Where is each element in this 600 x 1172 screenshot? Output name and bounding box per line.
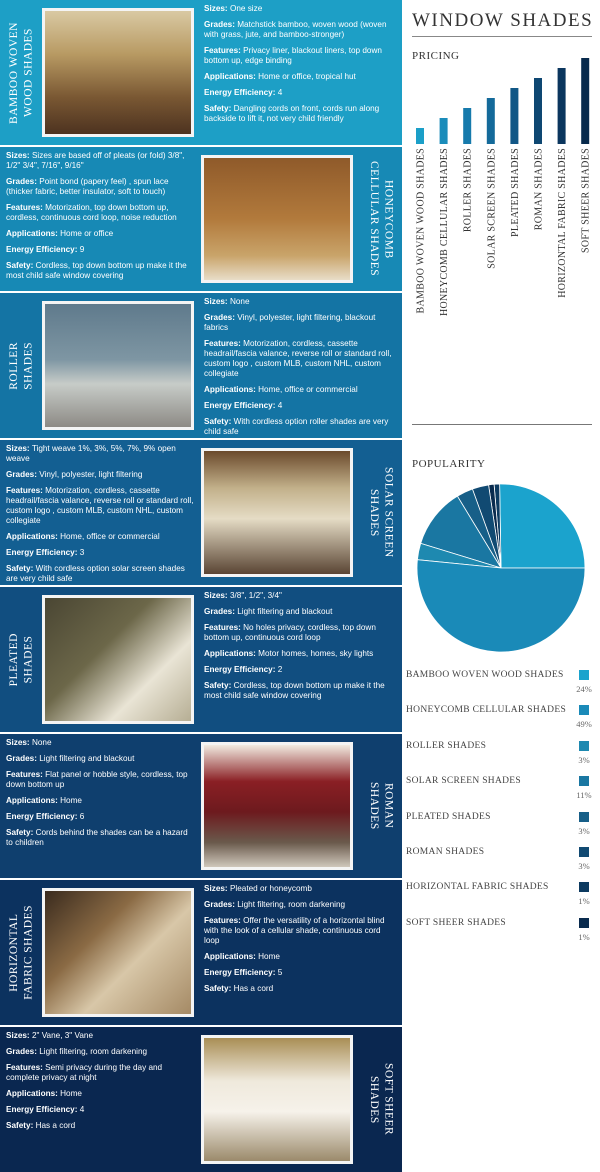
spec-value: None (31, 738, 52, 747)
spec-grades (204, 607, 396, 617)
pricing-chart-title: PRICING (412, 50, 460, 62)
spec-value: Home (60, 796, 82, 805)
honeycomb-room-photo (201, 155, 353, 283)
spec-sizes (6, 444, 196, 464)
spec-label: Energy Efficiency: (204, 665, 276, 674)
spec-energy (204, 968, 396, 978)
section-title-text: HORIZONTAL FABRIC SHADES (7, 905, 34, 1000)
room-photo-image (204, 1038, 350, 1161)
legend-item (402, 735, 600, 765)
section-vertical-title (360, 440, 402, 585)
spec-features (6, 1063, 196, 1083)
spec-label: Grades: (204, 20, 235, 29)
legend-swatch (579, 705, 589, 715)
spec-energy (6, 245, 196, 255)
section-title-text: BAMBOO WOVEN WOOD SHADES (7, 21, 34, 124)
spec-label: Energy Efficiency: (204, 968, 276, 977)
legend-swatch (579, 812, 589, 822)
spec-label: Features: (204, 623, 241, 632)
spec-value: Cordless, top down bottom up make it the most child safe window covering (6, 261, 187, 280)
spec-sizes (204, 591, 396, 601)
spec-value: Motorization, cordless, cassette headrail/fascia valance, reverse roll or standard roll, custom logo , custom MLB, custom NHL, custom collegiate (6, 486, 194, 525)
legend-swatch (579, 776, 589, 786)
legend-percent: 24% (576, 684, 592, 694)
spec-value: Dangling cords on front, cords run along backside to lift it, not very child friendly (204, 104, 380, 123)
spec-value: Motorization, cordless, cassette headrail/fascia valance, reverse roll or standard roll, custom logo , custom MLB, custom NHL, custom collegiate (204, 339, 392, 378)
spec-value: Offer the versatility of a horizontal blind with the look of a cellular shade, continuous cord loop (204, 916, 385, 945)
legend-item (402, 664, 600, 694)
room-photo-image (204, 158, 350, 280)
spec-safety (204, 417, 396, 437)
spec-features (6, 203, 196, 223)
legend-swatch (579, 670, 589, 680)
section-title-text: ROLLER SHADES (7, 341, 34, 390)
section-vertical-title (0, 293, 42, 438)
spec-value: Semi privacy during the day and complete privacy at night (6, 1063, 163, 1082)
pricing-tick-label: ROLLER SHADES (462, 148, 474, 233)
spec-value: Home, office or commercial (60, 532, 160, 541)
spec-value: 3/8", 1/2", 3/4" (229, 591, 282, 600)
pricing-tick-label: HONEYCOMB CELLULAR SHADES (439, 148, 451, 317)
legend-percent: 11% (576, 790, 592, 801)
spec-grades (6, 470, 196, 480)
section-title-text: SOLAR SCREEN SHADES (368, 467, 395, 558)
spec-label: Safety: (6, 828, 34, 837)
spec-value: Home or office (60, 229, 114, 238)
legend-item (402, 876, 600, 906)
spec-label: Grades: (6, 177, 37, 186)
spec-label: Energy Efficiency: (6, 812, 78, 821)
section-title-text: HONEYCOMB CELLULAR SHADES (368, 161, 395, 277)
spec-label: Applications: (204, 72, 256, 81)
spec-label: Sizes: (6, 444, 30, 453)
section-specs (6, 1031, 196, 1137)
spec-value: Sizes are based off of pleats (or fold) 3/8", 1/2" 3/4", 7/16", 9/16" (6, 151, 185, 170)
spec-label: Applications: (204, 649, 256, 658)
spec-safety (204, 984, 396, 994)
spec-value: Tight weave 1%, 3%, 5%, 7%, 9% open weave (6, 444, 176, 463)
legend-percent: 3% (578, 825, 590, 836)
spec-label: Energy Efficiency: (6, 245, 78, 254)
spec-applications (6, 1089, 196, 1099)
shade-section (0, 293, 402, 438)
spec-grades (6, 1047, 196, 1057)
section-vertical-title (360, 147, 402, 291)
section-specs (204, 4, 396, 130)
pricing-tick-label: PLEATED SHADES (509, 148, 521, 237)
spec-label: Features: (6, 770, 43, 779)
room-photo-image (45, 304, 191, 427)
spec-label: Features: (204, 339, 241, 348)
spec-applications (204, 952, 396, 962)
chart-divider (412, 424, 592, 425)
spec-value: Flat panel or hobble style, cordless, top down bottom up (6, 770, 188, 789)
room-photo-image (45, 11, 191, 134)
spec-label: Energy Efficiency: (6, 1105, 78, 1114)
room-photo-image (45, 598, 191, 721)
spec-label: Safety: (204, 104, 232, 113)
spec-label: Energy Efficiency: (204, 88, 276, 97)
room-photo-image (204, 451, 350, 574)
spec-applications (204, 385, 396, 395)
section-vertical-title (0, 880, 42, 1025)
horizontal-room-photo (42, 888, 194, 1017)
room-photo-image (45, 891, 191, 1014)
spec-label: Sizes: (204, 884, 228, 893)
legend-label: ROMAN SHADES (406, 847, 485, 857)
spec-value: 2" Vane, 3" Vane (31, 1031, 93, 1040)
spec-label: Sizes: (204, 591, 228, 600)
spec-applications (6, 229, 196, 239)
pricing-bar (487, 98, 495, 144)
section-title-text: SOFT SHEER SHADES (368, 1063, 395, 1136)
spec-label: Features: (6, 1063, 43, 1072)
spec-grades (6, 177, 196, 197)
spec-label: Safety: (204, 417, 232, 426)
spec-label: Sizes: (6, 738, 30, 747)
spec-label: Energy Efficiency: (204, 401, 276, 410)
pie-slice (500, 484, 585, 568)
pricing-bar (463, 108, 471, 144)
shade-section (0, 880, 402, 1025)
section-specs (6, 444, 196, 585)
spec-safety (6, 261, 196, 281)
spec-value: 4 (277, 88, 283, 97)
spec-applications (204, 649, 396, 659)
solar-room-photo (201, 448, 353, 577)
spec-value: Privacy liner, blackout liners, top down bottom up, edge binding (204, 46, 382, 65)
spec-sizes (6, 1031, 196, 1041)
spec-value: 2 (277, 665, 283, 674)
section-specs (204, 297, 396, 438)
section-specs (6, 738, 196, 854)
spec-label: Grades: (204, 900, 235, 909)
legend-label: SOFT SHEER SHADES (406, 917, 506, 928)
spec-energy (204, 665, 396, 675)
spec-sizes (204, 297, 396, 307)
shade-section (0, 1027, 402, 1172)
spec-grades (204, 313, 396, 333)
spec-energy (204, 401, 396, 411)
spec-label: Safety: (6, 261, 34, 270)
spec-value: None (229, 297, 250, 306)
section-specs (6, 151, 196, 287)
spec-value: Has a cord (35, 1121, 76, 1130)
spec-value: Home or office, tropical hut (258, 72, 356, 81)
section-vertical-title (360, 734, 402, 878)
spec-label: Sizes: (6, 151, 30, 160)
spec-grades (204, 900, 396, 910)
popularity-chart-title: POPULARITY (412, 458, 486, 470)
spec-label: Features: (6, 203, 43, 212)
sheer-room-photo (201, 1035, 353, 1164)
spec-value: One size (229, 4, 263, 13)
section-specs (204, 591, 396, 707)
spec-value: Vinyl, polyester, light filtering, blackout fabrics (204, 313, 376, 332)
spec-features (204, 916, 396, 946)
spec-value: 4 (277, 401, 283, 410)
legend-label: BAMBOO WOVEN WOOD SHADES (406, 670, 564, 680)
spec-label: Grades: (6, 470, 37, 479)
spec-label: Grades: (204, 607, 235, 616)
spec-features (204, 46, 396, 66)
spec-value: Motor homes, homes, sky lights (258, 649, 374, 658)
spec-safety (204, 681, 396, 701)
spec-value: Light filtering and blackout (39, 754, 135, 763)
legend-label: ROLLER SHADES (406, 740, 487, 751)
pricing-bar (534, 78, 542, 144)
spec-value: 3 (79, 548, 85, 557)
legend-label: HORIZONTAL FABRIC SHADES (406, 882, 549, 893)
pricing-tick-label: BAMBOO WOVEN WOOD SHADES (415, 148, 427, 314)
spec-value: 5 (277, 968, 283, 977)
spec-label: Features: (204, 916, 241, 925)
pricing-bar-chart (402, 50, 600, 420)
spec-value: 6 (79, 812, 85, 821)
legend-swatch (579, 847, 589, 857)
legend-item (402, 841, 600, 871)
spec-value: Cords behind the shades can be a hazard to children (6, 828, 188, 847)
spec-label: Energy Efficiency: (6, 548, 78, 557)
spec-value: Point bond (papery feel) , spun lace (thicker fabric, better insulator, soft to touch) (6, 177, 169, 196)
spec-label: Grades: (204, 313, 235, 322)
spec-value: Light filtering, room darkening (237, 900, 346, 909)
legend-percent: 3% (578, 754, 590, 765)
spec-value: Home, office or commercial (258, 385, 358, 394)
legend-percent: 1% (578, 931, 590, 942)
spec-label: Sizes: (204, 4, 228, 13)
spec-value: Has a cord (233, 984, 274, 993)
spec-safety (6, 1121, 196, 1131)
legend-item (402, 699, 600, 729)
section-title-text: ROMAN SHADES (368, 782, 395, 830)
pricing-bar (558, 68, 566, 144)
page-title: WINDOW SHADES (412, 10, 594, 31)
roller-room-photo (42, 301, 194, 430)
spec-label: Applications: (6, 229, 58, 238)
spec-value: Home (60, 1089, 82, 1098)
spec-label: Applications: (6, 532, 58, 541)
spec-label: Safety: (6, 1121, 34, 1130)
pricing-bar (581, 58, 589, 144)
legend-item (402, 770, 600, 800)
spec-value: Home (258, 952, 280, 961)
legend-swatch (579, 882, 589, 892)
popularity-pie-chart (402, 470, 600, 660)
spec-applications (204, 72, 396, 82)
spec-safety (204, 104, 396, 124)
section-title-text: PLEATED SHADES (7, 632, 34, 687)
shade-section (0, 147, 402, 291)
room-photo-image (204, 745, 350, 867)
spec-sizes (6, 151, 196, 171)
legend-item (402, 806, 600, 836)
section-vertical-title (360, 1027, 402, 1172)
spec-applications (6, 532, 196, 542)
spec-value: Matchstick bamboo, woven wood (woven with grass, jute, and bamboo-stronger) (204, 20, 387, 39)
pricing-bar (416, 128, 424, 144)
spec-sizes (204, 4, 396, 14)
spec-value: No holes privacy, cordless, top down bottom up, continuous cord loop (204, 623, 376, 642)
spec-label: Safety: (204, 681, 232, 690)
section-vertical-title (0, 587, 42, 732)
legend-label: PLEATED SHADES (406, 811, 491, 822)
spec-energy (6, 548, 196, 558)
section-specs (204, 884, 396, 1000)
pricing-tick-label: SOFT SHEER SHADES (580, 148, 592, 253)
spec-value: Light filtering, room darkening (39, 1047, 148, 1056)
spec-value: With cordless option roller shades are very child safe (204, 417, 389, 436)
spec-value: Cordless, top down bottom up make it the most child safe window covering (204, 681, 385, 700)
spec-safety (6, 828, 196, 848)
spec-features (6, 770, 196, 790)
spec-label: Grades: (6, 754, 37, 763)
legend-swatch (579, 741, 589, 751)
spec-energy (6, 812, 196, 822)
shade-section (0, 587, 402, 732)
spec-energy (6, 1105, 196, 1115)
shade-section (0, 734, 402, 878)
spec-energy (204, 88, 396, 98)
legend-item (402, 912, 600, 942)
pricing-tick-label: ROMAN SHADES (533, 148, 545, 231)
legend-label: HONEYCOMB CELLULAR SHADES (406, 705, 567, 716)
legend-percent: 1% (578, 896, 590, 907)
spec-features (204, 339, 396, 379)
spec-features (6, 486, 196, 526)
spec-safety (6, 564, 196, 584)
spec-sizes (204, 884, 396, 894)
legend-percent: 3% (578, 861, 590, 871)
spec-label: Features: (6, 486, 43, 495)
title-divider (412, 36, 592, 37)
spec-label: Applications: (6, 1089, 58, 1098)
pricing-bar (440, 118, 448, 144)
pricing-tick-label: SOLAR SCREEN SHADES (486, 148, 498, 269)
spec-label: Safety: (6, 564, 34, 573)
legend-label: SOLAR SCREEN SHADES (406, 776, 521, 787)
spec-applications (6, 796, 196, 806)
spec-sizes (6, 738, 196, 748)
legend-swatch (579, 918, 589, 928)
legend-percent: 49% (576, 719, 592, 730)
shade-section (0, 440, 402, 585)
spec-label: Sizes: (6, 1031, 30, 1040)
spec-label: Applications: (204, 952, 256, 961)
spec-value: Pleated or honeycomb (229, 884, 312, 893)
spec-label: Applications: (204, 385, 256, 394)
spec-value: 9 (79, 245, 85, 254)
spec-features (204, 623, 396, 643)
roman-room-photo (201, 742, 353, 870)
spec-label: Safety: (204, 984, 232, 993)
spec-grades (6, 754, 196, 764)
pricing-tick-label: HORIZONTAL FABRIC SHADES (557, 148, 569, 298)
pie-slice (417, 560, 585, 652)
spec-value: With cordless option solar screen shades are very child safe (6, 564, 185, 583)
spec-label: Grades: (6, 1047, 37, 1056)
pricing-bar (510, 88, 518, 144)
spec-label: Sizes: (204, 297, 228, 306)
spec-label: Features: (204, 46, 241, 55)
spec-grades (204, 20, 396, 40)
shade-section (0, 0, 402, 145)
section-vertical-title (0, 0, 42, 145)
spec-label: Applications: (6, 796, 58, 805)
pleated-room-photo (42, 595, 194, 724)
spec-value: Vinyl, polyester, light filtering (39, 470, 143, 479)
spec-value: 4 (79, 1105, 85, 1114)
spec-value: Motorization, top down bottom up, cordless, continuous cord loop, noise reduction (6, 203, 177, 222)
spec-value: Light filtering and blackout (237, 607, 333, 616)
chart-panel (402, 0, 600, 1172)
bamboo-room-photo (42, 8, 194, 137)
